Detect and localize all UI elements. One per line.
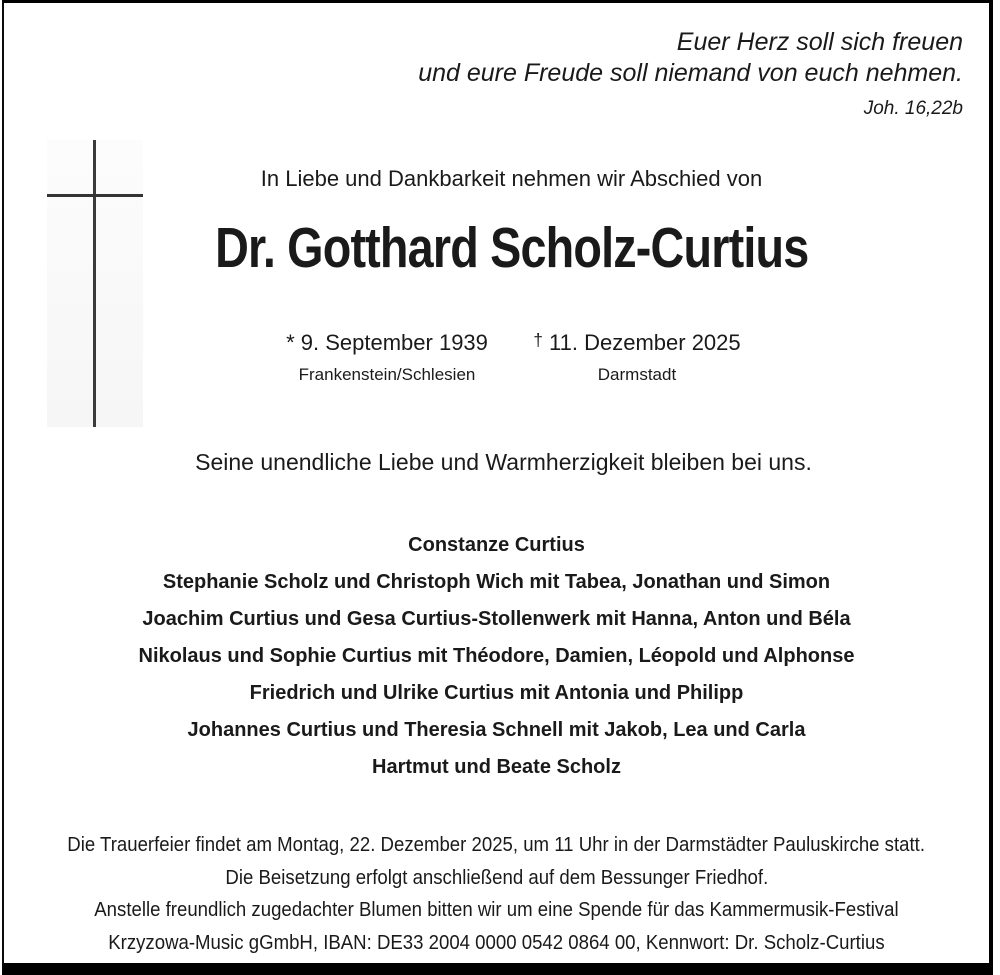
death-column [507,330,767,385]
funeral-info-text: Die Beisetzung erfolgt anschließend auf dem Bessunger Friedhof. [225,866,768,889]
cross-horizontal-bar [47,194,143,197]
tribute-line: Seine unendliche Liebe und Warmherzigkeit bleiben bei uns. [195,449,812,475]
birth-column [257,330,517,385]
funeral-info-text: Anstelle freundlich zugedachter Blumen bitten wir um eine Spende für das Kammermusik-Festival [94,899,899,921]
funeral-info-line [4,927,989,960]
mourner-line: Constanze Curtius [408,534,585,556]
bible-quote [418,27,963,89]
funeral-info-line [4,862,989,895]
deceased-name [34,216,989,280]
mourners-list [4,527,989,786]
mourner-line: Stephanie Scholz und Christoph Wich mit Tabea, Jonathan und Simon [162,571,831,593]
birth-date: 9. September 1939 [300,330,488,355]
bible-quote-line-1: Euer Herz soll sich freuen [676,28,963,56]
clipping-frame [2,0,993,975]
intro-line: In Liebe und Dankbarkeit nehmen wir Abschied von [260,166,763,191]
funeral-info-line [4,894,989,927]
funeral-info-line [4,829,989,862]
death-date: 11. Dezember 2025 [549,330,741,355]
mourner-line: Nikolaus und Sophie Curtius mit Théodore, Damien, Léopold und Alphonse [138,645,855,667]
mourner-line: Joachim Curtius und Gesa Curtius-Stollenwerk mit Hanna, Anton und Béla [142,608,851,630]
mourner-line: Johannes Curtius und Theresia Schnell mit Jakob, Lea und Carla [187,719,806,741]
birth-place: Frankenstein/Schlesien [298,365,476,384]
mourner-line: Friedrich und Ulrike Curtius mit Antonia und Philipp [249,682,744,704]
funeral-info-text: Die Trauerfeier findet am Montag, 22. Dezember 2025, um 11 Uhr in der Darmstädter Pauluskirche statt. [67,834,926,856]
death-place: Darmstadt [597,365,677,384]
bible-quote-reference: Joh. 16,22b [863,98,963,119]
funeral-info [4,829,989,959]
death-symbol: † [533,330,543,351]
death-date-line [507,330,767,356]
bible-quote-line-2: und eure Freude soll niemand von euch nehmen. [418,59,963,87]
deceased-name-text: Dr. Gotthard Scholz-Curtius [214,216,809,280]
birth-symbol: * [286,330,295,355]
birth-date-line [257,330,517,356]
mourner-line: Hartmut und Beate Scholz [372,756,621,778]
funeral-info-text: Krzyzowa-Music gGmbH, IBAN: DE33 2004 0000 0542 0864 00, Kennwort: Dr. Scholz-Curtius [108,931,885,954]
